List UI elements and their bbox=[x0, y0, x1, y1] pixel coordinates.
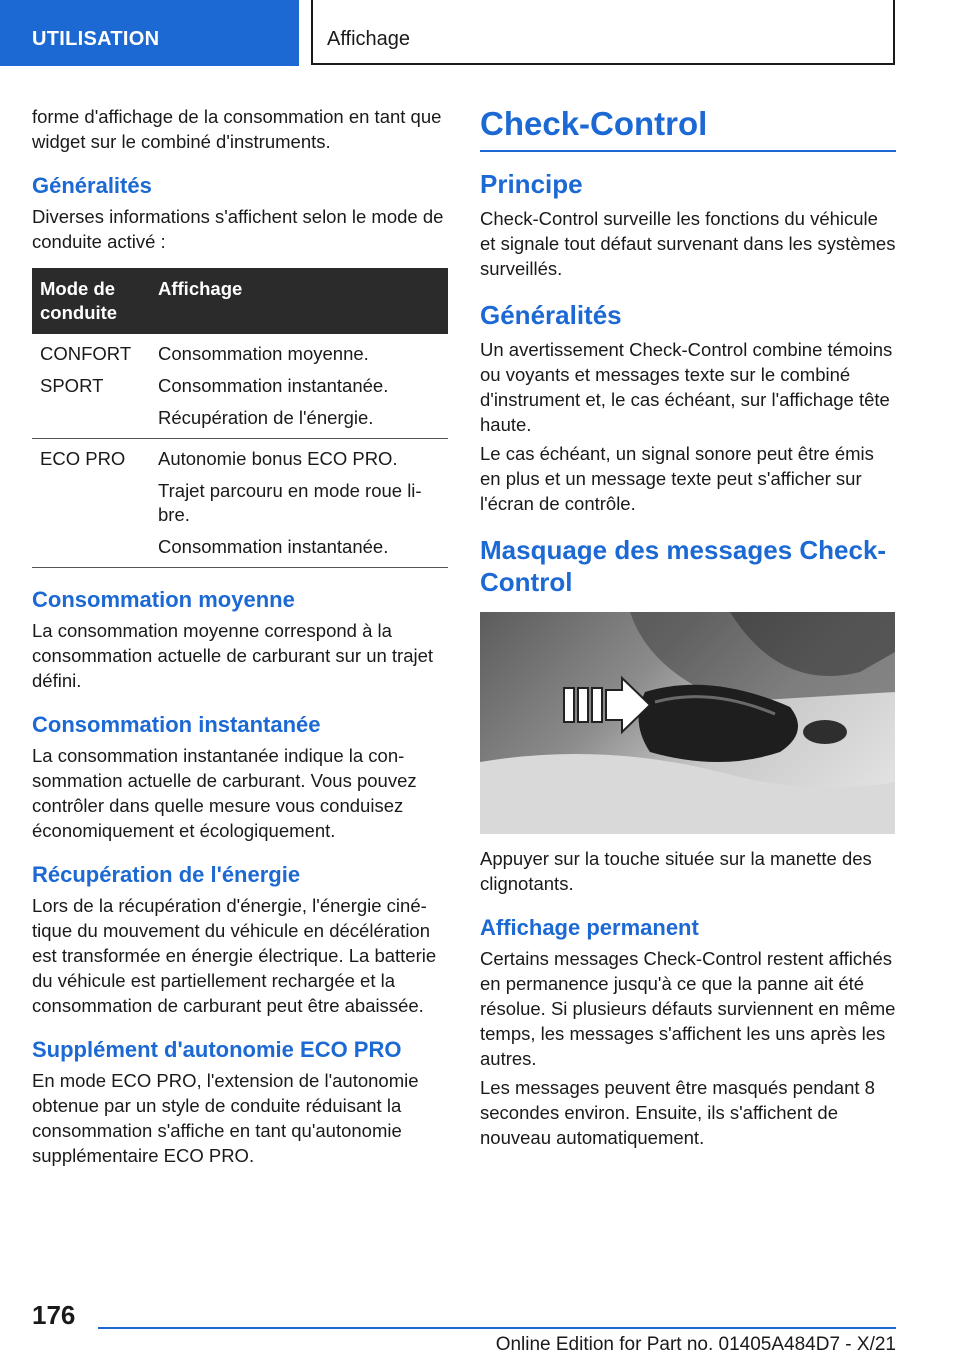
mode-label: CONFORT bbox=[40, 343, 132, 364]
table-header-display: Affichage bbox=[150, 268, 448, 334]
display-item: Récupération de l'énergie. bbox=[158, 407, 374, 428]
recuperation-heading: Récupération de l'énergie bbox=[32, 862, 301, 887]
supplement-text: En mode ECO PRO, l'extension de l'autonomie obtenue par un style de conduite réduisant la consommation s'affiche en tant qu'autonomie supplémentaire ECO PRO. bbox=[32, 1070, 419, 1166]
recuperation-text: Lors de la récupération d'énergie, l'énergie cinétique du mouvement du véhicule en décélération est transformée en énergie électrique. La batterie du véhicule est partiellement rechargée et la consommation de carburant peut être abaissée. bbox=[32, 895, 437, 1016]
display-item: Autonomie bonus ECO PRO. bbox=[158, 448, 398, 469]
principe-text: Check-Control surveille les fonctions du véhicule et signale tout défaut survenant dans les systèmes surveillés. bbox=[480, 208, 896, 279]
table-cell-mode bbox=[32, 439, 150, 568]
display-item: Consommation moyenne. bbox=[158, 343, 369, 364]
generalites-heading-right: Généralités bbox=[480, 300, 622, 330]
section-tab[interactable] bbox=[0, 0, 299, 66]
permanent-heading: Affichage permanent bbox=[480, 915, 699, 940]
chapter-title: Affichage bbox=[327, 28, 411, 50]
mode-label: SPORT bbox=[40, 375, 104, 396]
turn-signal-lever-photo bbox=[480, 612, 895, 834]
intro-text: forme d'affichage de la consommation en tant que widget sur le combiné d'instruments. bbox=[32, 106, 442, 152]
chapter-header bbox=[311, 0, 895, 65]
left-column bbox=[32, 104, 448, 1172]
lever-illustration bbox=[480, 612, 895, 834]
generalites-text-2: Le cas échéant, un signal sonore peut être émis en plus et un message texte peut s'afficher sur l'écran de contrôle. bbox=[480, 443, 874, 514]
button-arrow-icon bbox=[564, 678, 650, 732]
display-item: Trajet parcouru en mode roue libre. bbox=[158, 480, 422, 525]
check-control-title: Check-Control bbox=[480, 104, 896, 152]
generalites-text: Diverses informations s'affichent selon le mode de conduite activé : bbox=[32, 206, 444, 252]
permanent-text-2: Les messages peuvent être masqués pendant 8 secondes environ. Ensuite, ils s'affichent de nouveau automatiquement. bbox=[480, 1077, 875, 1148]
generalites-text-1: Un avertissement Check-Control combine témoins ou voyants et messages texte sur le combiné d'instrument et, le cas échéant, sur l'affichage tête haute. bbox=[480, 339, 893, 435]
table-row bbox=[32, 334, 448, 439]
driving-mode-table bbox=[32, 268, 448, 568]
supplement-heading: Supplément d'autonomie ECO PRO bbox=[32, 1037, 402, 1062]
right-column bbox=[480, 104, 896, 1154]
masquage-heading: Masquage des messages Check-Control bbox=[480, 535, 887, 597]
table-header-row bbox=[32, 268, 448, 334]
moyenne-text: La consommation moyenne correspond à la consommation actuelle de carburant sur un trajet défini. bbox=[32, 620, 434, 691]
display-item: Consommation instantanée. bbox=[158, 536, 389, 557]
masquage-caption: Appuyer sur la touche située sur la manette des clignotants. bbox=[480, 848, 872, 894]
moyenne-heading: Consommation moyenne bbox=[32, 587, 295, 612]
footer-divider bbox=[98, 1327, 896, 1329]
instantanee-heading: Consommation instantanée bbox=[32, 712, 321, 737]
table-cell-mode bbox=[32, 334, 150, 439]
instantanee-text: La consommation instantanée indique la consommation actuelle de carburant. Vous pouvez contrôler dans quelle mesure vous conduisez économiquement et écologiquement. bbox=[32, 745, 417, 841]
table-header-mode: Mode de conduite bbox=[32, 268, 150, 334]
generalites-heading: Généralités bbox=[32, 173, 152, 198]
permanent-text-1: Certains messages Check-Control restent affichés en permanence jusqu'à ce que la panne ait été résolue. Si plusieurs défauts surviennent en même temps, les messages s'affichent les uns après les autres. bbox=[480, 948, 896, 1069]
section-title: UTILISATION bbox=[32, 28, 160, 50]
page-number: 176 bbox=[32, 1300, 76, 1330]
principe-heading: Principe bbox=[480, 169, 583, 199]
edition-info: Online Edition for Part no. 01405A484D7 - X/21 bbox=[495, 1334, 896, 1355]
table-cell-display bbox=[150, 439, 448, 568]
mode-label: ECO PRO bbox=[40, 448, 126, 469]
table-cell-display bbox=[150, 334, 448, 439]
display-item: Consommation instantanée. bbox=[158, 375, 389, 396]
table-row bbox=[32, 439, 448, 568]
